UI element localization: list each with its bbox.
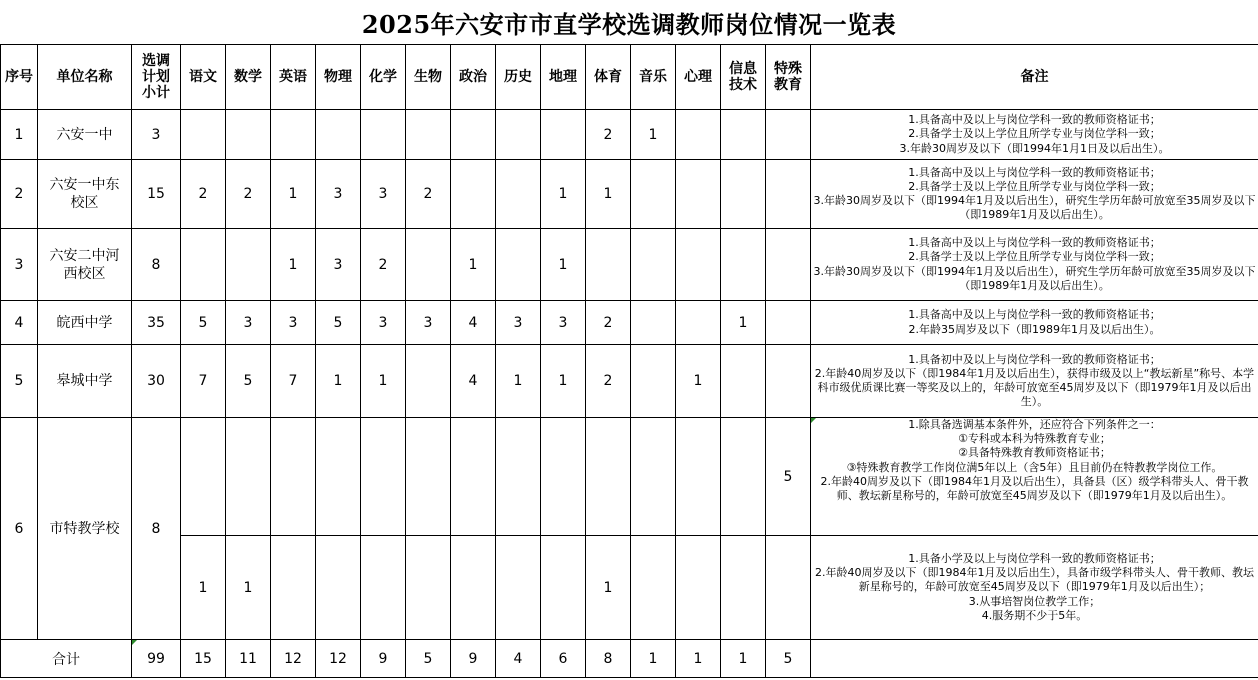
- unit-name-cell: 市特教学校: [38, 418, 132, 640]
- remark-line: 3.年龄30周岁及以下（即1994年1月及以后出生），研究生学历年龄可放宽至35周岁及以下（即1989年1月及以后出生）。: [813, 264, 1256, 292]
- remarks-cell: [811, 229, 1258, 301]
- plan-total-cell: 8: [132, 229, 181, 301]
- total-subject-cell: 9: [451, 640, 496, 678]
- subject-count-cell: 3: [316, 160, 361, 229]
- table-body: [1, 110, 1258, 678]
- remark-line: 2.年龄40周岁及以下（即1984年1月及以后出生），具备县（区）级学科带头人、骨干教师、教坛新星称号的，年龄可放宽至45周岁及以下（即1979年1月及以后出生）。: [820, 474, 1249, 503]
- header-special-line: 教育: [774, 77, 802, 93]
- subject-count-cell: [181, 110, 226, 160]
- subject-count-cell: [496, 160, 541, 229]
- subject-count-cell: [766, 301, 811, 345]
- subject-count-cell: 1: [451, 229, 496, 301]
- total-subject-cell: 1: [721, 640, 766, 678]
- subject-count-cell: [676, 418, 721, 536]
- remark-line: 1.具备初中及以上与岗位学科一致的教师资格证书；: [908, 352, 1161, 366]
- table-row: [1, 536, 1258, 640]
- subject-count-cell: [766, 229, 811, 301]
- subject-count-cell: [766, 536, 811, 640]
- remark-line: 3.年龄30周岁及以下（即1994年1月1日及以后出生）。: [899, 141, 1170, 155]
- total-label: 合计: [1, 640, 132, 678]
- remark-line: 1.具备小学及以上与岗位学科一致的教师资格证书；: [908, 551, 1161, 565]
- subject-count-cell: [676, 229, 721, 301]
- subject-count-cell: [496, 229, 541, 301]
- subject-count-cell: 2: [361, 229, 406, 301]
- subject-count-cell: [586, 418, 631, 536]
- subject-count-cell: [496, 536, 541, 640]
- subject-count-cell: 1: [586, 160, 631, 229]
- subject-count-cell: 1: [676, 345, 721, 418]
- total-subject-cell: 5: [406, 640, 451, 678]
- subject-count-cell: 1: [721, 301, 766, 345]
- subject-count-cell: 1: [586, 536, 631, 640]
- seq-cell: 6: [1, 418, 38, 640]
- subject-count-cell: 2: [586, 345, 631, 418]
- subject-count-cell: [766, 160, 811, 229]
- subject-count-cell: [721, 110, 766, 160]
- unit-name-line: 皋城中学: [56, 373, 113, 389]
- remarks-cell: [811, 536, 1258, 640]
- subject-count-cell: 3: [406, 301, 451, 345]
- unit-name-cell: [38, 345, 132, 418]
- subject-count-cell: [721, 418, 766, 536]
- subject-count-cell: [451, 160, 496, 229]
- subject-count-cell: 3: [541, 301, 586, 345]
- total-subject-cell: 8: [586, 640, 631, 678]
- subject-count-cell: [451, 110, 496, 160]
- subject-count-cell: [406, 418, 451, 536]
- header-it: [721, 45, 766, 110]
- header-math: 数学: [226, 45, 271, 110]
- subject-count-cell: 3: [316, 229, 361, 301]
- remark-line: ②具备特殊教育教师资格证书；: [958, 446, 1111, 460]
- subject-count-cell: [451, 536, 496, 640]
- remark-line: 2.年龄35周岁及以下（即1989年1月及以后出生）。: [908, 322, 1161, 336]
- header-it-line: 信息: [729, 61, 757, 77]
- unit-name-line: 六安一中: [56, 126, 113, 143]
- subject-count-cell: [361, 110, 406, 160]
- remark-line: 1.具备高中及以上与岗位学科一致的教师资格证书；: [908, 236, 1161, 250]
- seq-cell: 1: [1, 110, 38, 160]
- table-row: [1, 418, 1258, 536]
- remark-line: 2.具备学士及以上学位且所学专业与岗位学科一致；: [908, 127, 1161, 141]
- subject-count-cell: [226, 229, 271, 301]
- table-row: [1, 301, 1258, 345]
- header-physics: 物理: [316, 45, 361, 110]
- subject-count-cell: 4: [451, 301, 496, 345]
- header-english: 英语: [271, 45, 316, 110]
- total-subject-cell: 1: [676, 640, 721, 678]
- unit-name-cell: [38, 110, 132, 160]
- subject-count-cell: 1: [541, 229, 586, 301]
- total-subject-cell: 9: [361, 640, 406, 678]
- subject-count-cell: [721, 160, 766, 229]
- subject-count-cell: [631, 160, 676, 229]
- remark-line: 1.除具备选调基本条件外，还应符合下列条件之一：: [908, 418, 1161, 431]
- header-biology: 生物: [406, 45, 451, 110]
- total-row: [1, 640, 1258, 678]
- subject-count-cell: [766, 345, 811, 418]
- subject-count-cell: 1: [496, 345, 541, 418]
- header-remarks: 备注: [811, 45, 1258, 110]
- subject-count-cell: [406, 536, 451, 640]
- header-special-line: 特殊: [774, 61, 802, 77]
- remarks-cell: [811, 160, 1258, 229]
- header-plan: [132, 45, 181, 110]
- seq-cell: 2: [1, 160, 38, 229]
- subject-count-cell: 2: [226, 160, 271, 229]
- subject-count-cell: [541, 110, 586, 160]
- subject-count-cell: 2: [586, 301, 631, 345]
- table-row: [1, 229, 1258, 301]
- subject-count-cell: [361, 536, 406, 640]
- unit-name-cell: [38, 229, 132, 301]
- total-subject-cell: 5: [766, 640, 811, 678]
- total-subject-cell: 15: [181, 640, 226, 678]
- subject-count-cell: 5: [226, 345, 271, 418]
- subject-count-cell: [541, 536, 586, 640]
- plan-total-cell: 3: [132, 110, 181, 160]
- subject-count-cell: [676, 301, 721, 345]
- header-geography: 地理: [541, 45, 586, 110]
- header-row: [1, 45, 1258, 110]
- subject-count-cell: [586, 229, 631, 301]
- plan-total-cell: 30: [132, 345, 181, 418]
- total-subject-cell: 12: [271, 640, 316, 678]
- subject-count-cell: 7: [271, 345, 316, 418]
- subject-count-cell: [631, 301, 676, 345]
- subject-count-cell: 2: [586, 110, 631, 160]
- remark-line: 3.从事培智岗位教学工作；: [968, 594, 1101, 608]
- seq-cell: 3: [1, 229, 38, 301]
- subject-count-cell: [721, 536, 766, 640]
- unit-name-line: 皖西中学: [56, 314, 113, 331]
- subject-count-cell: [316, 418, 361, 536]
- unit-name-line: 西校区: [63, 265, 106, 282]
- total-subject-cell: 1: [631, 640, 676, 678]
- subject-count-cell: [631, 229, 676, 301]
- remark-line: 3.年龄30周岁及以下（即1994年1月及以后出生），研究生学历年龄可放宽至35周岁及以下（即1989年1月及以后出生）。: [813, 194, 1256, 222]
- positions-table: [0, 44, 1258, 678]
- header-chinese: 语文: [181, 45, 226, 110]
- header-pe: 体育: [586, 45, 631, 110]
- remark-line: 2.年龄40周岁及以下（即1984年1月及以后出生），获得市级及以上“教坛新星”称号、本学科市级优质课比赛一等奖及以上的，年龄可放宽至45周岁及以下（即1979年1月及以后出生）。: [814, 366, 1255, 409]
- subject-count-cell: [271, 418, 316, 536]
- subject-count-cell: [406, 110, 451, 160]
- header-plan-line: 选调: [142, 53, 170, 69]
- subject-count-cell: 1: [541, 160, 586, 229]
- subject-count-cell: [226, 110, 271, 160]
- subject-count-cell: [766, 110, 811, 160]
- remark-line: ①专科或本科为特殊教育专业；: [958, 432, 1111, 446]
- unit-name-line: 六安二中河: [49, 247, 120, 264]
- total-subject-cell: 12: [316, 640, 361, 678]
- subject-count-cell: 1: [271, 229, 316, 301]
- subject-count-cell: [631, 345, 676, 418]
- subject-count-cell: [496, 110, 541, 160]
- remarks-cell: [811, 418, 1258, 536]
- subject-count-cell: [316, 110, 361, 160]
- subject-count-cell: [451, 418, 496, 536]
- plan-total-cell: 8: [132, 418, 181, 640]
- subject-count-cell: [271, 110, 316, 160]
- subject-count-cell: 1: [361, 345, 406, 418]
- header-it-line: 技术: [729, 77, 757, 93]
- remarks-cell: [811, 345, 1258, 418]
- header-plan-line: 小计: [142, 85, 170, 101]
- subject-count-cell: 1: [181, 536, 226, 640]
- subject-count-cell: 1: [316, 345, 361, 418]
- unit-name-cell: [38, 160, 132, 229]
- total-plan-cell: 99: [132, 640, 181, 678]
- subject-count-cell: 1: [271, 160, 316, 229]
- subject-count-cell: [541, 418, 586, 536]
- header-music: 音乐: [631, 45, 676, 110]
- seq-cell: 4: [1, 301, 38, 345]
- subject-count-cell: [631, 418, 676, 536]
- remark-line: 1.具备高中及以上与岗位学科一致的教师资格证书；: [908, 308, 1161, 322]
- unit-name-cell: [38, 301, 132, 345]
- total-remarks-cell: [811, 640, 1258, 678]
- subject-count-cell: 3: [226, 301, 271, 345]
- subject-count-cell: [631, 536, 676, 640]
- subject-count-cell: 5: [766, 418, 811, 536]
- header-history: 历史: [496, 45, 541, 110]
- subject-count-cell: 3: [361, 301, 406, 345]
- subject-count-cell: [676, 110, 721, 160]
- table-row: [1, 345, 1258, 418]
- subject-count-cell: [316, 536, 361, 640]
- subject-count-cell: [181, 418, 226, 536]
- header-seq: 序号: [1, 45, 38, 110]
- plan-total-cell: 35: [132, 301, 181, 345]
- subject-count-cell: 3: [271, 301, 316, 345]
- remark-line: ③特殊教育教学工作岗位满5年以上（含5年）且目前仍在特教教学岗位工作。: [846, 460, 1223, 474]
- seq-cell: 5: [1, 345, 38, 418]
- table-row: [1, 160, 1258, 229]
- subject-count-cell: 1: [631, 110, 676, 160]
- page-title: 2025年六安市市直学校选调教师岗位情况一览表: [361, 9, 897, 39]
- subject-count-cell: 2: [406, 160, 451, 229]
- subject-count-cell: [676, 536, 721, 640]
- header-politics: 政治: [451, 45, 496, 110]
- subject-count-cell: 3: [496, 301, 541, 345]
- subject-count-cell: [721, 229, 766, 301]
- remark-line: 1.具备高中及以上与岗位学科一致的教师资格证书；: [908, 165, 1161, 179]
- subject-count-cell: [361, 418, 406, 536]
- header-psychology: 心理: [676, 45, 721, 110]
- subject-count-cell: [406, 229, 451, 301]
- subject-count-cell: 2: [181, 160, 226, 229]
- subject-count-cell: 5: [316, 301, 361, 345]
- header-special: [766, 45, 811, 110]
- plan-total-cell: 15: [132, 160, 181, 229]
- remarks-cell: [811, 301, 1258, 345]
- unit-name-line: 校区: [70, 195, 99, 211]
- subject-count-cell: 7: [181, 345, 226, 418]
- subject-count-cell: [271, 536, 316, 640]
- subject-count-cell: 3: [361, 160, 406, 229]
- remark-line: 1.具备高中及以上与岗位学科一致的教师资格证书；: [908, 113, 1161, 127]
- subject-count-cell: 4: [451, 345, 496, 418]
- remark-line: 2.年龄40周岁及以下（即1984年1月及以后出生），具备市级学科带头人、骨干教师、教坛新星称号的，年龄可放宽至45周岁及以下（即1979年1月及以后出生）；: [815, 566, 1254, 594]
- subject-count-cell: [226, 418, 271, 536]
- subject-count-cell: [721, 345, 766, 418]
- subject-count-cell: [181, 229, 226, 301]
- subject-count-cell: 5: [181, 301, 226, 345]
- subject-count-cell: [496, 418, 541, 536]
- unit-name-line: 六安一中东: [49, 177, 120, 193]
- subject-count-cell: 1: [541, 345, 586, 418]
- total-subject-cell: 4: [496, 640, 541, 678]
- total-subject-cell: 11: [226, 640, 271, 678]
- header-unit: 单位名称: [38, 45, 132, 110]
- remarks-clip: [811, 418, 1258, 534]
- subject-count-cell: [676, 160, 721, 229]
- subject-count-cell: [406, 345, 451, 418]
- header-plan-line: 计划: [142, 69, 170, 85]
- header-chemistry: 化学: [361, 45, 406, 110]
- total-subject-cell: 6: [541, 640, 586, 678]
- subject-count-cell: 1: [226, 536, 271, 640]
- table-row: [1, 110, 1258, 160]
- remark-line: 4.服务期不少于5年。: [981, 608, 1088, 622]
- remark-line: 2.具备学士及以上学位且所学专业与岗位学科一致；: [908, 179, 1161, 193]
- remarks-cell: [811, 110, 1258, 160]
- remark-line: 2.具备学士及以上学位且所学专业与岗位学科一致；: [908, 250, 1161, 264]
